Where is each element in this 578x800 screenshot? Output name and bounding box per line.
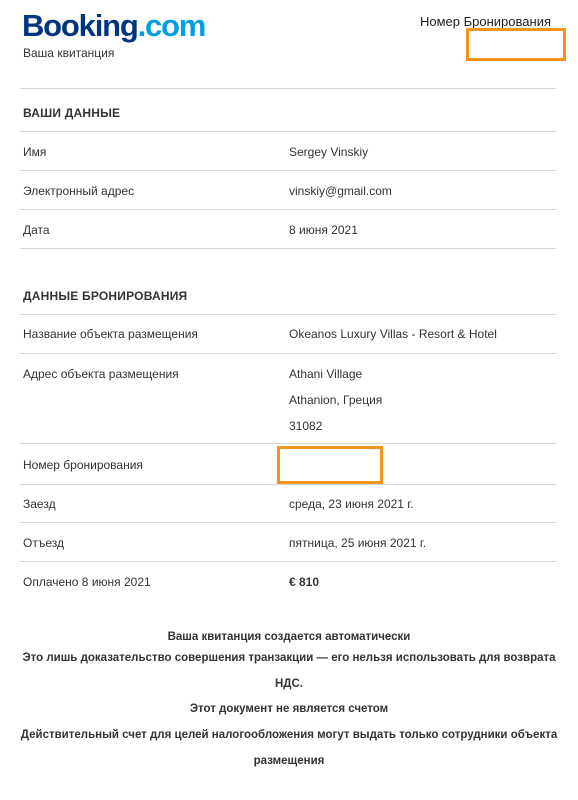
receipt-subtitle: Ваша квитанция (23, 46, 115, 60)
divider (20, 170, 556, 171)
email-label: Электронный адрес (23, 184, 135, 198)
divider (20, 248, 556, 249)
checkin-label: Заезд (23, 497, 56, 511)
logo-dotcom-text: .com (137, 8, 206, 43)
divider (20, 484, 556, 485)
section-title-booking-data: ДАННЫЕ БРОНИРОВАНИЯ (23, 289, 188, 303)
divider (20, 353, 556, 354)
booking-number-redaction (277, 446, 383, 484)
property-name-label: Название объекта размещения (23, 327, 198, 341)
property-address-label: Адрес объекта размещения (23, 367, 179, 381)
checkin-value: среда, 23 июня 2021 г. (289, 497, 414, 511)
name-value: Sergey Vinskiy (289, 145, 369, 159)
checkout-label: Отъезд (23, 536, 64, 550)
checkout-value: пятница, 25 июня 2021 г. (289, 536, 427, 550)
divider (20, 209, 556, 210)
divider (20, 561, 556, 562)
booking-number-label: Номер бронирования (23, 458, 143, 472)
address-line-2: Athanion, Греция (289, 393, 383, 407)
divider (20, 443, 556, 444)
notice-line-2: Это лишь доказательство совершения транзакции — его нельзя использовать для возврата (22, 652, 556, 664)
email-value: vinskiy@gmail.com (289, 184, 392, 198)
paid-amount: € 810 (289, 575, 320, 589)
divider (20, 314, 556, 315)
notice-line-6: размещения (253, 755, 325, 767)
paid-label: Оплачено 8 июня 2021 (23, 575, 151, 589)
booking-logo (22, 6, 205, 46)
property-name-value: Okeanos Luxury Villas - Resort & Hotel (289, 327, 497, 341)
divider (20, 88, 556, 89)
date-label: Дата (23, 223, 50, 237)
notice-line-3: НДС. (275, 678, 303, 690)
divider (20, 522, 556, 523)
logo-booking-text: Booking (22, 8, 138, 43)
header-booking-number-redaction (466, 28, 566, 61)
date-value: 8 июня 2021 (289, 223, 358, 237)
section-title-your-data: ВАШИ ДАННЫЕ (23, 106, 121, 120)
address-line-3: 31082 (289, 419, 323, 433)
notice-heading: Ваша квитанция создается автоматически (167, 631, 411, 643)
notice-line-5: Действительный счет для целей налогообложения могут выдать только сотрудники объекта (20, 729, 558, 741)
name-label: Имя (23, 145, 47, 159)
address-line-1: Athani Village (289, 367, 363, 381)
header-booking-number-label: Номер Бронирования (420, 14, 551, 29)
divider (20, 131, 556, 132)
notice-line-4: Этот документ не является счетом (189, 703, 389, 715)
